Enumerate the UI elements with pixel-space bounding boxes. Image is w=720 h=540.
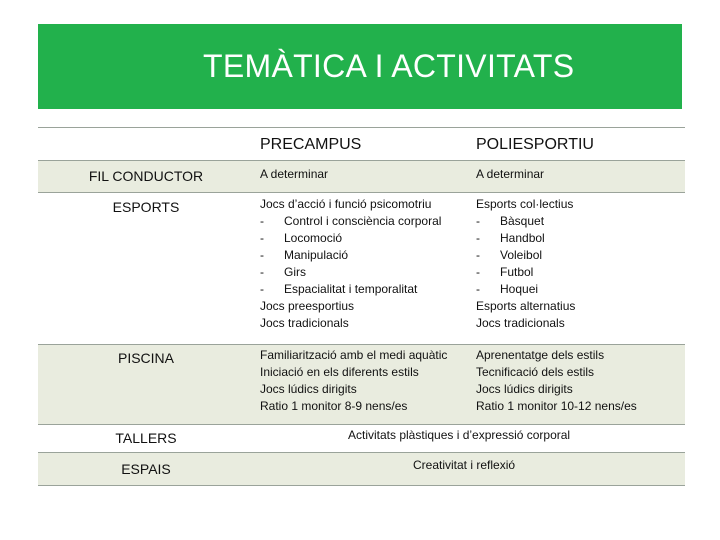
fil-conductor-precampus: A determinar — [260, 167, 329, 181]
table-top-rule — [38, 127, 685, 128]
bullet-dash: - — [476, 265, 480, 279]
list-item: Jocs lúdics dirigits — [260, 382, 357, 396]
list-item-text: Locomoció — [284, 231, 343, 245]
list-item — [476, 213, 575, 230]
list-item: Aprenentatge dels estils — [476, 348, 605, 362]
esports-precampus-extra: Jocs preesportius — [260, 299, 355, 313]
table-bottom-rule — [38, 485, 685, 486]
row-label-espais: ESPAIS — [121, 461, 171, 477]
bullet-dash: - — [260, 231, 264, 245]
bullet-dash: - — [260, 248, 264, 262]
row-rule — [38, 344, 685, 345]
esports-poliesportiu-intro: Esports col·lectius — [476, 197, 574, 211]
list-item-text: Manipulació — [284, 248, 349, 262]
esports-precampus-extra: Jocs tradicionals — [260, 316, 349, 330]
list-item-text: Girs — [284, 265, 306, 279]
esports-precampus-cell — [260, 196, 441, 332]
list-item — [260, 230, 441, 247]
page-title: TEMÀTICA I ACTIVITATS — [203, 48, 575, 84]
list-item-text: Voleibol — [500, 248, 543, 262]
list-item — [476, 230, 575, 247]
list-item — [476, 264, 575, 281]
list-item: Ratio 1 monitor 10-12 nens/es — [476, 399, 637, 413]
tallers-value: Activitats plàstiques i d’expressió corporal — [348, 428, 571, 442]
list-item — [476, 281, 575, 298]
list-item-text: Control i consciència corporal — [284, 214, 442, 228]
list-item: Tecnificació dels estils — [476, 365, 595, 379]
esports-poliesportiu-cell — [476, 196, 575, 332]
list-item — [260, 264, 441, 281]
list-item: Ratio 1 monitor 8-9 nens/es — [260, 399, 408, 413]
column-header-precampus: PRECAMPUS — [260, 136, 362, 153]
bullet-dash: - — [260, 265, 264, 279]
row-rule — [38, 452, 685, 453]
bullet-dash: - — [476, 282, 480, 296]
piscina-precampus-cell — [260, 347, 447, 415]
row-label-piscina: PISCINA — [117, 350, 174, 366]
row-label-esports: ESPORTS — [112, 199, 180, 215]
row-rule — [38, 192, 685, 193]
list-item-text: Hoquei — [500, 282, 539, 296]
piscina-poliesportiu-cell — [476, 347, 637, 415]
list-item-text: Espacialitat i temporalitat — [284, 282, 418, 296]
list-item — [260, 281, 441, 298]
bullet-dash: - — [260, 214, 264, 228]
row-label-fil-conductor: FIL CONDUCTOR — [88, 168, 204, 184]
row-label-tallers: TALLERS — [115, 430, 177, 446]
list-item: Familiarització amb el medi aquàtic — [260, 348, 448, 362]
row-rule — [38, 424, 685, 425]
list-item-text: Bàsquet — [500, 214, 545, 228]
bullet-dash: - — [260, 282, 264, 296]
bullet-dash: - — [476, 248, 480, 262]
list-item — [260, 213, 441, 230]
fil-conductor-poliesportiu: A determinar — [476, 167, 545, 181]
row-rule — [38, 160, 685, 161]
list-item: Iniciació en els diferents estils — [260, 365, 419, 379]
list-item: Jocs lúdics dirigits — [476, 382, 573, 396]
list-item-text: Handbol — [500, 231, 545, 245]
bullet-dash: - — [476, 214, 480, 228]
list-item-text: Futbol — [500, 265, 534, 279]
espais-value: Creativitat i reflexió — [413, 458, 516, 472]
esports-precampus-intro: Jocs d’acció i funció psicomotriu — [260, 197, 432, 211]
column-header-poliesportiu: POLIESPORTIU — [476, 136, 594, 153]
bullet-dash: - — [476, 231, 480, 245]
esports-poliesportiu-extra: Jocs tradicionals — [476, 316, 565, 330]
list-item — [476, 247, 575, 264]
esports-poliesportiu-extra: Esports alternatius — [476, 299, 576, 313]
list-item — [260, 247, 441, 264]
